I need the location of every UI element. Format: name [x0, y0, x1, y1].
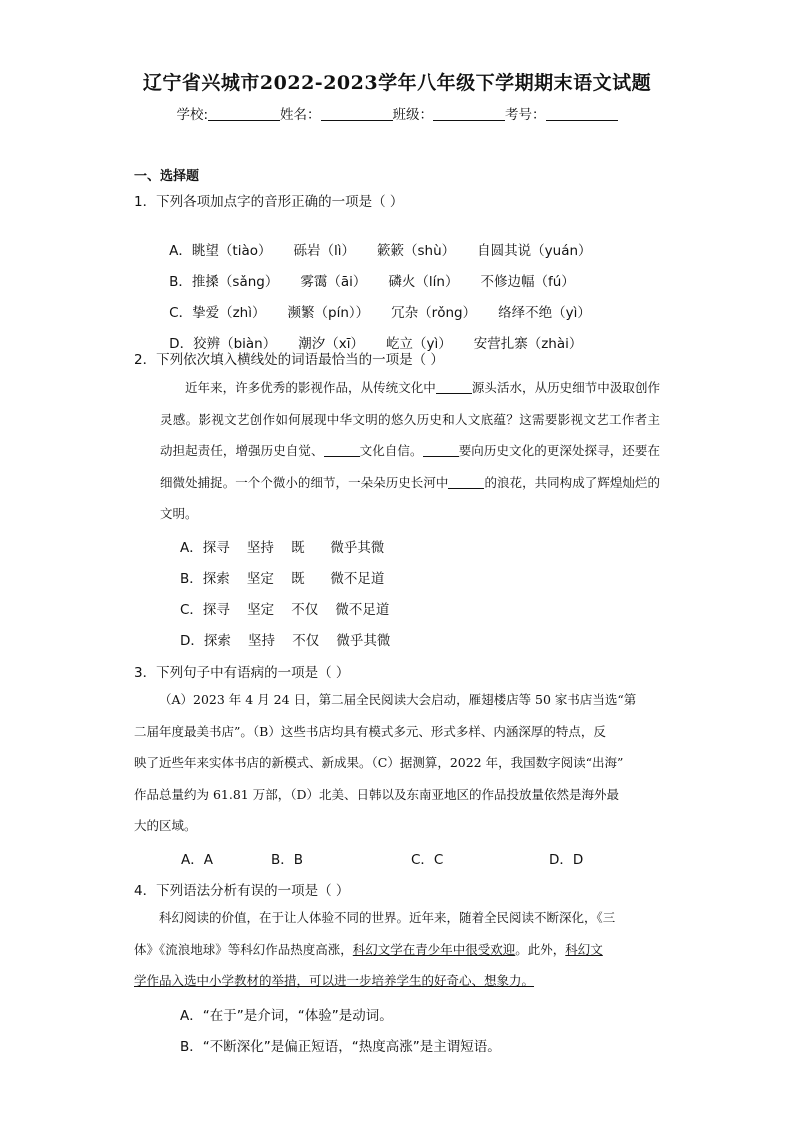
q2-option-b: B．探索 坚定 既 微不足道: [180, 571, 385, 587]
q2-option-a: A．探寻 坚持 既 微乎其微: [180, 540, 385, 556]
question-1-stem: 1．下列各项加点字的音形正确的一项是（ ）: [134, 194, 404, 210]
name-label: 姓名：: [280, 107, 321, 123]
q1-a-1: A．眺望（tiào）: [169, 243, 272, 259]
q4-option-b: B．“不断深化”是偏正短语，“热度高涨”是主谓短语。: [180, 1039, 501, 1055]
q2-passage: [160, 372, 660, 530]
q3-passage: [134, 684, 664, 842]
q3-line-2: 二届年度最美书店”。（B）这些书店均具有模式多元、形式多样、内涵深厚的特点，反: [134, 723, 606, 739]
q2-text-3: 创作灵感。影视文艺创作如何展现中华文明的悠久历史和人文底蕴？这需要影视文艺工: [160, 380, 660, 427]
class-blank[interactable]: [433, 106, 505, 121]
section-heading: 一、选择题: [134, 169, 200, 184]
q3-option-d: D．D: [549, 852, 584, 868]
q3-option-b: B．B: [271, 852, 304, 868]
q1-d-1: D．狡辨（biàn）: [169, 336, 277, 352]
q1-a-2: 砾岩（lì）: [293, 243, 355, 259]
q1-d-4: 安营扎寨（zhài）: [473, 336, 583, 352]
q3-line-5: 大的区域。: [134, 818, 197, 833]
school-label: 学校:: [176, 107, 209, 123]
q1-c-1: C．挚爱（zhì）: [169, 305, 266, 321]
school-blank[interactable]: [208, 106, 280, 121]
q1-d-2: 潮汐（xī）: [298, 336, 364, 352]
q1-c-4: 络绎不绝（yì）: [498, 305, 591, 321]
q4-text-2a: 体》《流浪地球》等科幻作品热度高涨，: [134, 941, 353, 957]
q2-text-8: 的浪花，共同构成了: [484, 474, 598, 490]
q2-blank-2: [324, 444, 360, 457]
q2-blank-3: [423, 444, 459, 457]
q3-line-1: （A）2023 年 4 月 24 日，第二届全民阅读大会启动，雁翅楼店等 50 家书店当选“第: [159, 692, 637, 707]
q1-c-2: 濒繁（pín））: [287, 305, 370, 321]
q1-b-1: B．推搡（sǎng）: [169, 274, 279, 290]
q1-c-3: 冗杂（rǒng）: [391, 305, 477, 321]
q2-option-d: D．探索 坚持 不仅 微乎其微: [180, 633, 391, 649]
number-label: 考号：: [505, 107, 546, 123]
q3-line-3: 映了近些年来实体书店的新模式、新成果。（C）据测算，2022 年，我国数字阅读“出海”: [134, 755, 624, 770]
question-2-stem: 2．下列依次填入横线处的词语最恰当的一项是（ ）: [134, 352, 444, 368]
q1-a-4: 自圆其说（yuán）: [477, 243, 592, 259]
name-blank[interactable]: [321, 106, 393, 121]
q3-line-4: 作品总量约为 61.81 万部，（D）北美、日韩以及东南亚地区的作品投放量依然是海外最: [134, 786, 620, 802]
q2-option-c: C．探寻 坚定 不仅 微不足道: [180, 602, 390, 618]
q2-text-2: 源头活水，从历史细节中汲取: [471, 380, 635, 395]
q4-underline-1: 科幻文学在青少年中很受欢迎: [352, 941, 516, 957]
q1-b-2: 雾霭（āi）: [300, 274, 367, 290]
q4-option-a: A．“在于”是介词，“体验”是动词。: [180, 1008, 393, 1024]
q3-option-a: A．A: [181, 852, 213, 868]
q4-passage: [134, 902, 664, 997]
q1-a-3: 簌簌（shù）: [377, 243, 456, 259]
q4-underline-2a: 科幻文: [565, 941, 603, 957]
q4-line-1: 科幻阅读的价值，在于让人体验不同的世界。近年来，随着全民阅读不断深化，《三: [159, 910, 616, 925]
q2-text-1: 近年来，许多优秀的影视作品，从传统文化中: [185, 380, 436, 395]
q2-text-9: 辉煌灿烂的文明。: [160, 474, 660, 521]
q2-text-5: 文化自信。: [359, 443, 423, 458]
q1-d-3: 屹立（yì）: [385, 336, 452, 352]
q2-text-4: 作者主动担起责任，增强历史自觉、: [160, 411, 660, 458]
class-label: 班级：: [392, 107, 434, 123]
q2-text-7: 还要在细微处捕捉。一个个微小的细节，一朵朵历史长河中: [160, 443, 660, 490]
q1-b-3: 磷火（lín）: [388, 274, 459, 290]
question-3-stem: 3．下列句子中有语病的一项是（ ）: [134, 665, 350, 681]
q4-line-2: [134, 934, 664, 966]
question-4-stem: 4．下列语法分析有误的一项是（ ）: [134, 883, 350, 899]
q3-options: [181, 848, 583, 868]
q4-text-2c: 。此外，: [515, 941, 566, 957]
q2-text-6: 要向历史文化的更深处探寻，: [458, 443, 623, 458]
q2-blank-4: [448, 476, 484, 489]
number-blank[interactable]: [546, 106, 618, 121]
q4-underline-2b: 学作品入选中小学教材的举措，可以进一步培养学生的好奇心、想象力。: [134, 973, 535, 988]
q1-b-4: 不修边幅（fú）: [480, 274, 575, 290]
q2-blank-1: [436, 381, 472, 394]
q3-option-c: C．C: [411, 852, 444, 868]
student-info-line: [0, 103, 794, 123]
page-title: 辽宁省兴城市2022-2023学年八年级下学期期末语文试题: [142, 72, 652, 94]
